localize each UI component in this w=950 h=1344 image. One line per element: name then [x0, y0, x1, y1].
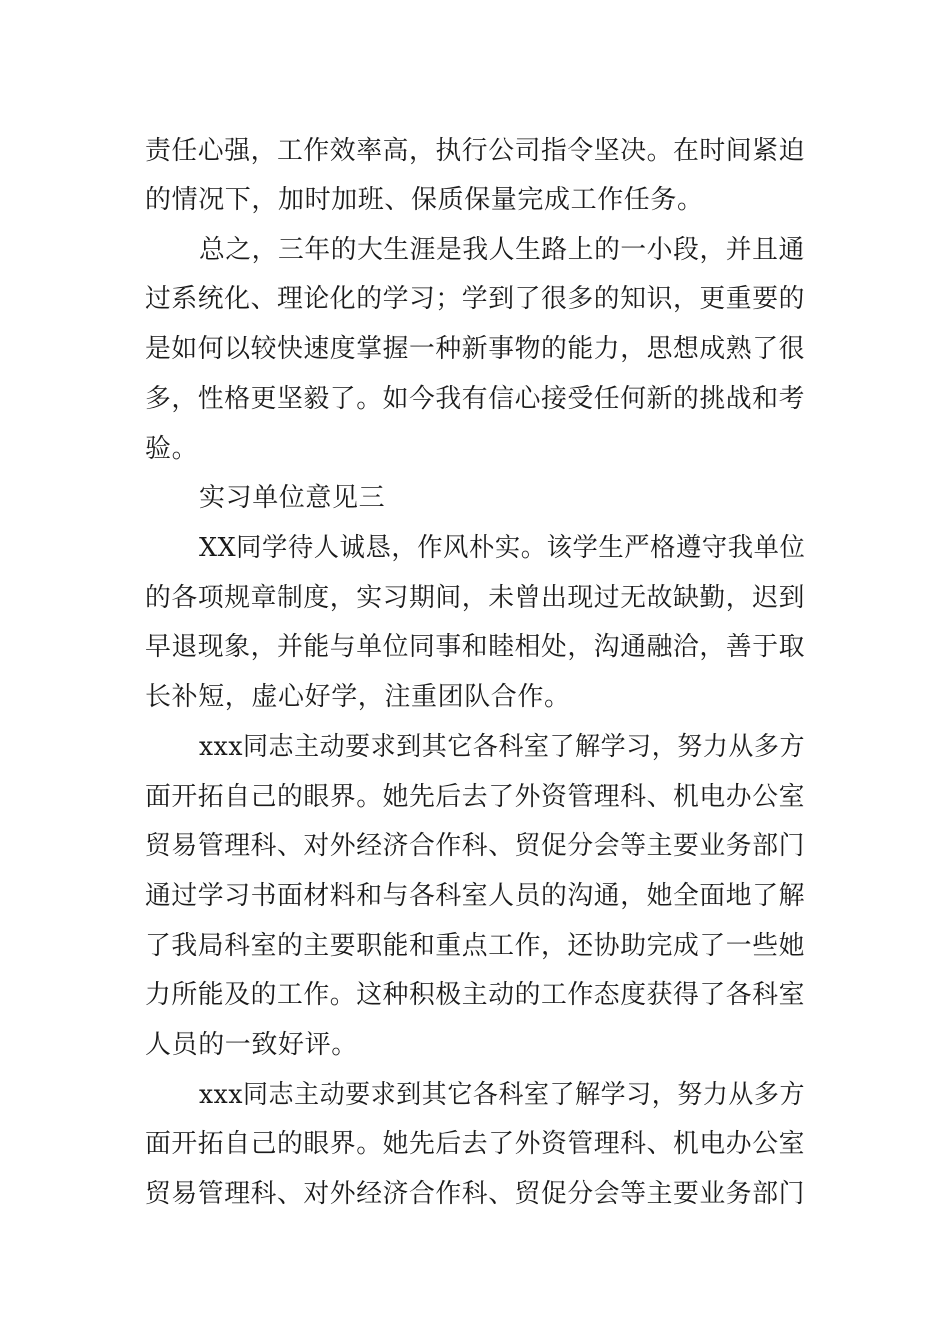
text-line: 是如何以较快速度掌握一种新事物的能力，思想成熟了很	[145, 334, 806, 364]
text-line: 贸易管理科、对外经济合作科、贸促分会等主要业务部门	[145, 831, 806, 861]
text-line: 通过学习书面材料和与各科室人员的沟通，她全面地了解	[145, 881, 806, 911]
text-line: 面开拓自己的眼界。她先后去了外资管理科、机电办公室	[145, 1129, 806, 1159]
paragraph-first-line: xxx同志主动要求到其它各科室了解学习，努力从多方	[199, 732, 806, 762]
text-line: 验。	[145, 434, 199, 464]
text-line: 的情况下，加时加班、保质保量完成工作任务。	[145, 185, 704, 215]
text-line: 了我局科室的主要职能和重点工作，还协助完成了一些她	[145, 931, 806, 961]
text-line: 人员的一致好评。	[145, 1030, 358, 1060]
text-line: 力所能及的工作。这种积极主动的工作态度获得了各科室	[145, 980, 806, 1010]
paragraph-first-line: xxx同志主动要求到其它各科室了解学习，努力从多方	[199, 1080, 806, 1110]
text-line: 面开拓自己的眼界。她先后去了外资管理科、机电办公室	[145, 782, 806, 812]
paragraph-first-line: XX同学待人诚恳，作风朴实。该学生严格遵守我单位	[199, 533, 806, 563]
section-heading: 实习单位意见三	[199, 483, 386, 513]
text-line: 贸易管理科、对外经济合作科、贸促分会等主要业务部门	[145, 1179, 806, 1209]
text-line: 的各项规章制度，实习期间，未曾出现过无故缺勤，迟到	[145, 583, 806, 613]
text-line: 长补短，虚心好学，注重团队合作。	[145, 682, 571, 712]
text-line: 早退现象，并能与单位同事和睦相处，沟通融洽，善于取	[145, 632, 806, 662]
text-line: 过系统化、理论化的学习；学到了很多的知识，更重要的	[145, 284, 806, 314]
paragraph-first-line: 总之，三年的大生涯是我人生路上的一小段，并且通	[199, 235, 805, 265]
text-line: 责任心强，工作效率高，执行公司指令坚决。在时间紧迫	[145, 136, 806, 166]
text-line: 多，性格更坚毅了。如今我有信心接受任何新的挑战和考	[145, 384, 806, 414]
